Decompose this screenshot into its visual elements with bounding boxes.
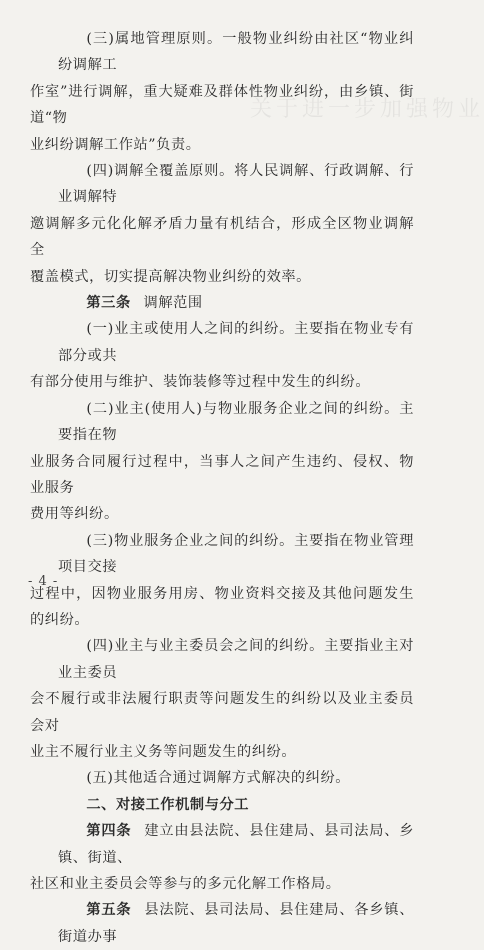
document-page: 关于进一步加强物业 (三)属地管理原则。一般物业纠纷由社区“物业纠纷调解工 作室”进行调解，重大疑难及群体性物业纠纷，由乡镇、街道“物 业纠纷调解工作站”负责。 (四)调解全覆盖原则。将人民调解、行政调解、行业调解特 邀调解多元化化解矛盾力量有机结合，形成全区物业调解全 覆盖模式，切实提高解决物业纠纷的效率。 第三条 调解范围 (一)业主或使用人之间的纠纷。主要指在物业专有部分或共 有部分使用与维护、装饰装修等过程中发生的纠纷。 (二)业主(使用人)与物业服务企业之间的纠纷。主要指在物 业服务合同履行过程中，当事人之间产生违约、侵权、物业服务 费用等纠纷。 (三)物业服务企业之间的纠纷。主要指在物业管理项目交接 过程中，因物业服务用房、物业资料交接及其他问题发生的纠纷。 (四)业主与业主委员会之间的纠纷。主要指业主对业主委员 会不履行或非法履行职责等问题发生的纠纷以及业主委员会对 业主不履行业主义务等问题发生的纠纷。 (五)其他适合通过调解方式解决的纠纷。 二、对接工作机制与分工 第四条 建立由县法院、县住建局、县司法局、乡镇、街道、 社区和业主委员会等参与的多元化解工作格局。 第五条 县法院、县司法局、县住建局、各乡镇、街道办事 - 4 - bbox=[0, 0, 448, 650]
section-2-heading: 二、对接工作机制与分工 bbox=[86, 796, 250, 813]
article-3-heading: 第三条 调解范围 bbox=[86, 295, 203, 312]
scope-1-paragraph: (一)业主或使用人之间的纠纷。主要指在物业专有部分或共 bbox=[58, 321, 414, 364]
scope-4-paragraph: (四)业主与业主委员会之间的纠纷。主要指业主对业主委员 bbox=[58, 638, 414, 681]
article-5-paragraph: 第五条 县法院、县司法局、县住建局、各乡镇、街道办事 bbox=[58, 902, 414, 945]
bleed-through-text: 关于进一步加强物业 bbox=[250, 97, 484, 122]
scope-5-paragraph: (五)其他适合通过调解方式解决的纠纷。 bbox=[86, 770, 351, 787]
principle-4-paragraph: (四)调解全覆盖原则。将人民调解、行政调解、行业调解特 bbox=[58, 163, 414, 206]
scope-2-paragraph: (二)业主(使用人)与物业服务企业之间的纠纷。主要指在物 bbox=[58, 400, 414, 444]
page-number: - 4 - bbox=[28, 574, 59, 589]
article-label: 第三条 bbox=[86, 295, 131, 312]
article-label: 第五条 bbox=[86, 902, 132, 919]
principle-3-paragraph: (三)属地管理原则。一般物业纠纷由社区“物业纠纷调解工 bbox=[58, 31, 414, 74]
scope-3-paragraph: (三)物业服务企业之间的纠纷。主要指在物业管理项目交接 bbox=[58, 532, 414, 576]
article-label: 第四条 bbox=[86, 823, 132, 840]
article-4-paragraph: 第四条 建立由县法院、县住建局、县司法局、乡镇、街道、 bbox=[58, 823, 414, 866]
